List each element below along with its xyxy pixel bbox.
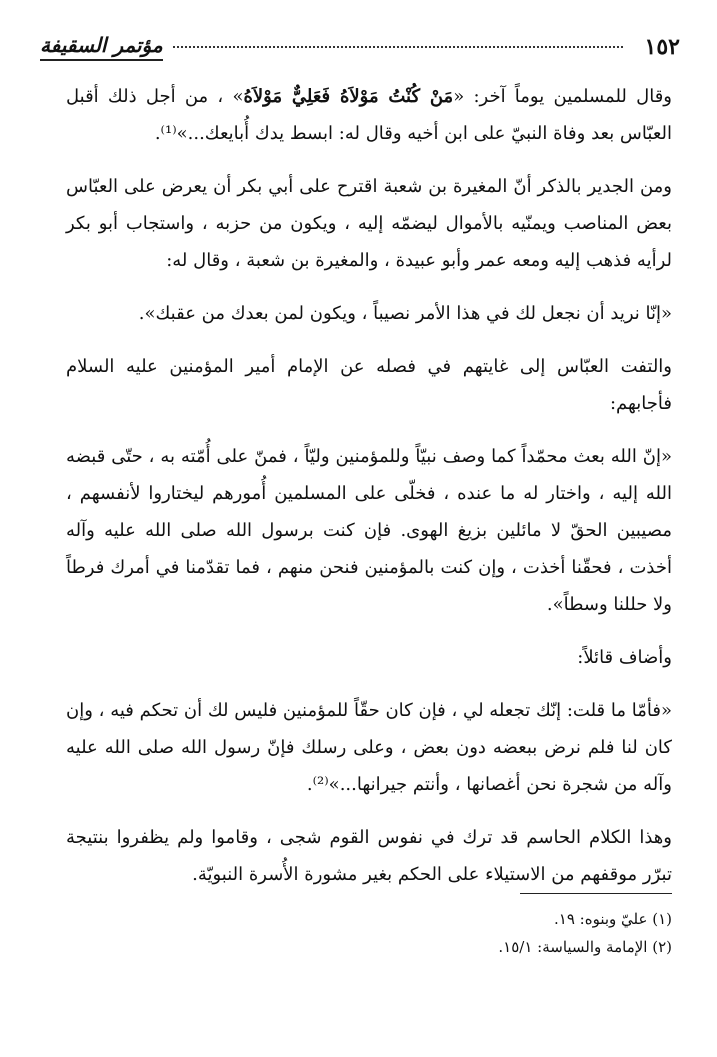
footnote: (٢) الإمامة والسياسة: ١٥/١. [498, 938, 672, 956]
paragraph: «إنّ الله بعث محمّداً كما وصف نبيّاً وللمؤمنين وليّاً ، فمنّ على أُمّته به ، حتّى قبضه الله إليه ، واختار له ما عنده ، فخلّى على المسلمين أُمورهم ليختاروا لأنفسهم ، مصيبين الحقّ لا مائلين بزيغ الهوى. فإن كنت برسول الله صلى الله عليه وآله أخذت ، فحقّنا أخذت ، وإن كنت بالمؤمنين فنحن منهم ، فما تقدّمنا في أمرك فرطاً ولا حللنا وسطاً». [66, 446, 672, 615]
paragraph-text: وقال للمسلمين يوماً آخر: « [453, 86, 672, 107]
footnote-separator [520, 893, 672, 894]
footnote: (١) عليّ وبنوه: ١٩. [553, 910, 672, 928]
page-number: ١٥٢ [644, 34, 680, 60]
paragraph: والتفت العبّاس إلى غايتهم في فصله عن الإمام أمير المؤمنين عليه السلام فأجابهم: [66, 356, 672, 414]
paragraph [66, 78, 672, 152]
running-title: مؤتمر السقيفة [40, 33, 163, 61]
header-dotted-leader [173, 46, 623, 48]
paragraph-text: » ، من أجل ذلك أقبل العبّاس بعد وفاة النبيّ على ابن أخيه وقال له: ابسط يدك أُبايعك...»⁽¹⁾. [66, 86, 672, 144]
paragraph: ومن الجدير بالذكر أنّ المغيرة بن شعبة اقترح على أبي بكر أن يعرض على العبّاس بعض المناصب ويمنّيه بالأموال ليضمّه إليه ، ويكون من حزبه ، واستجاب أبو بكر لرأيه فذهب إليه ومعه عمر وأبو عبيدة ، والمغيرة بن شعبة ، وقال له: [66, 176, 672, 271]
page-header [40, 30, 680, 64]
paragraph: «إنّا نريد أن نجعل لك في هذا الأمر نصيباً ، ويكون لمن بعدك من عقبك». [138, 303, 672, 324]
main-text [66, 78, 672, 909]
paragraph: وأضاف قائلاً: [577, 647, 672, 668]
paragraph: «فأمّا ما قلت: إنّك تجعله لي ، فإن كان حقّاً للمؤمنين فليس لك أن تحكم فيه ، وإن كان لنا فلم نرض ببعضه دون بعض ، وعلى رسلك فإنّ رسول الله صلى الله عليه وآله من شجرة نحن أغصانها ، وأنتم جيرانها...»⁽²⁾. [66, 700, 672, 795]
hadith-quote: مَنْ كُنْتُ مَوْلاَهُ فَعَلِيٌّ مَوْلاَهُ [243, 86, 454, 107]
paragraph: وهذا الكلام الحاسم قد ترك في نفوس القوم شجى ، وقاموا ولم يظفروا بنتيجة تبرّر موقفهم من الاستيلاء على الحكم بغير مشورة الأُسرة النبويّة. [66, 827, 672, 885]
footnotes [66, 905, 672, 961]
